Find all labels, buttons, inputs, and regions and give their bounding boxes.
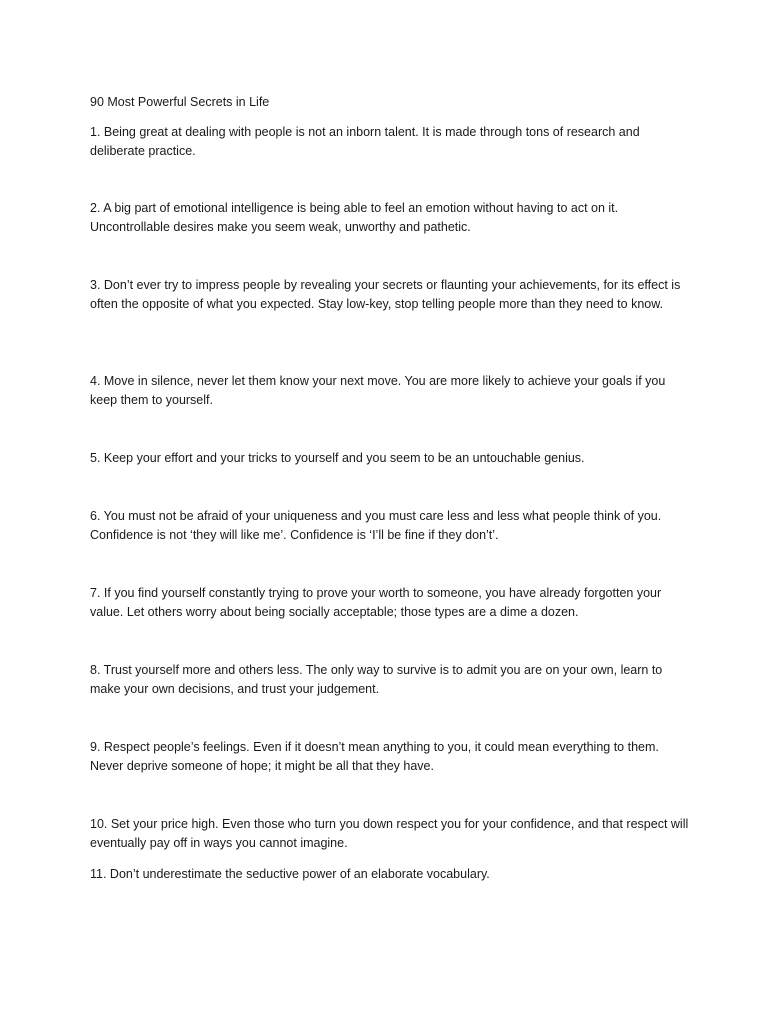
list-item: 10. Set your price high. Even those who turn you down respect you for your confidence, and that respect will eventually pay off in ways you cannot imagine. xyxy=(90,817,689,851)
list-item: 2. A big part of emotional intelligence is being able to feel an emotion without having to act on it. Uncontrollable desires make you seem weak, unworthy and pathetic. xyxy=(90,201,619,235)
list-item: 4. Move in silence, never let them know your next move. You are more likely to achieve your goals if you keep them to yourself. xyxy=(90,374,666,408)
list-item: 7. If you find yourself constantly trying to prove your worth to someone, you have already forgotten your value. Let others worry about being socially acceptable; those types are a dime a dozen. xyxy=(90,586,662,620)
list-item: 8. Trust yourself more and others less. The only way to survive is to admit you are on your own, learn to make your own decisions, and trust your judgement. xyxy=(90,663,663,697)
list-item: 9. Respect people’s feelings. Even if it doesn’t mean anything to you, it could mean everything to them. Never deprive someone of hope; it might be all that they have. xyxy=(90,740,659,774)
list-item: 3. Don’t ever try to impress people by revealing your secrets or flaunting your achievements, for its effect is often the opposite of what you expected. Stay low-key, stop telling people more than they need to know. xyxy=(90,278,681,312)
list-item: 11. Don’t underestimate the seductive power of an elaborate vocabulary. xyxy=(90,867,490,881)
list-item: 1. Being great at dealing with people is not an inborn talent. It is made through tons of research and deliberate practice. xyxy=(90,125,640,159)
list-item: 6. You must not be afraid of your uniqueness and you must care less and less what people think of you. Confidence is not ‘they will like me’. Confidence is ‘I’ll be fine if they don’t’. xyxy=(90,509,662,543)
list-item: 5. Keep your effort and your tricks to yourself and you seem to be an untouchable genius. xyxy=(90,451,585,465)
document-title: 90 Most Powerful Secrets in Life xyxy=(90,95,270,109)
